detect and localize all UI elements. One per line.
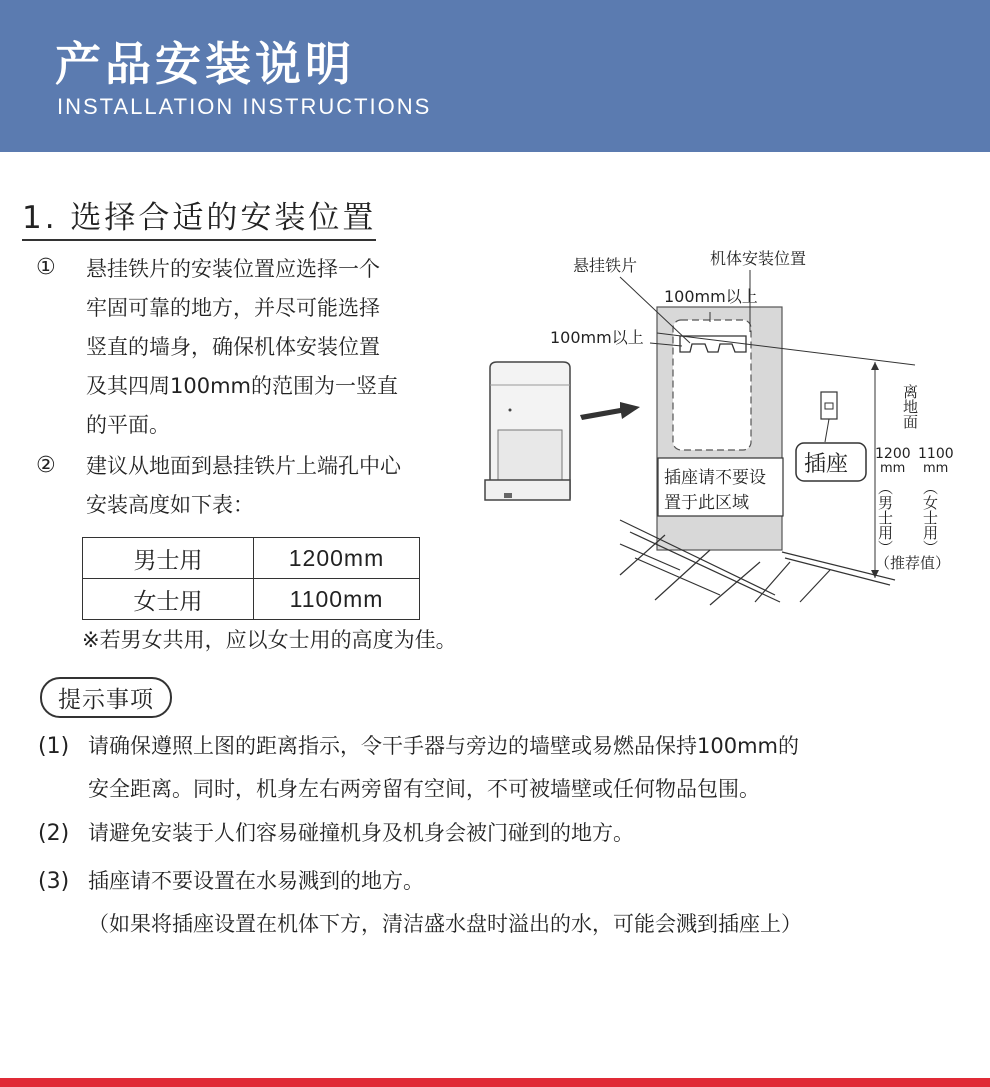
warning-line-2: 置于此区域 (664, 493, 749, 513)
warning-line-1: 插座请不要设 (664, 468, 766, 488)
label-socket: 插座 (804, 452, 849, 477)
step-2-line: 建议从地面到悬挂铁片上端孔中心 (86, 454, 401, 478)
shared-use-note: ※若男女共用，应以女士用的高度为佳。 (82, 628, 457, 652)
tip-item-3 (38, 860, 802, 945)
tip-number: (2) (38, 821, 70, 846)
table-row (83, 579, 420, 620)
step-2-text (86, 447, 401, 525)
tip-number: (3) (38, 869, 70, 894)
label-body: 机体安装位置 (710, 249, 807, 268)
tip-number: (1) (38, 734, 70, 759)
step-1-line: 悬挂铁片的安装位置应选择一个 (86, 257, 380, 281)
step-1-line: 牢固可靠的地方，并尽可能选择 (86, 296, 380, 320)
arrow-icon (580, 402, 640, 420)
tip-text-cont: 安全距离。同时，机身左右两旁留有空间，不可被墙壁或任何物品包围。 (88, 777, 760, 801)
tip-text: 插座请不要设置在水易溅到的地方。 (88, 869, 424, 893)
tips-tag: 提示事项 (40, 677, 172, 718)
male-height-value: 1200 (875, 446, 911, 462)
hand-dryer-illustration (485, 362, 570, 500)
tip-item-1 (38, 725, 799, 810)
table-cell-label: 女士用 (83, 579, 254, 620)
tip-item-2 (38, 812, 634, 855)
page-header (0, 0, 990, 152)
step-2-number: ② (36, 453, 56, 478)
table-cell-value: 1100mm (254, 579, 420, 620)
male-height-unit: mm (880, 461, 906, 476)
step-1-text (86, 250, 398, 445)
page-subtitle: INSTALLATION INSTRUCTIONS (57, 94, 432, 119)
page-title: 产品安装说明 (55, 37, 355, 91)
label-bracket: 悬挂铁片 (573, 256, 638, 275)
bracket-shape (680, 336, 746, 352)
step-1-line: 的平面。 (86, 413, 170, 437)
bottom-bar (0, 1078, 990, 1087)
label-100mm-left: 100mm以上 (550, 328, 644, 347)
table-row (83, 538, 420, 579)
tip-text: 请避免安装于人们容易碰撞机身及机身会被门碰到的地方。 (88, 821, 634, 845)
section-title: 1. 选择合适的安装位置 (22, 192, 376, 241)
female-height-unit: mm (923, 461, 949, 476)
step-1-line: 竖直的墙身，确保机体安装位置 (86, 335, 380, 359)
label-100mm-top: 100mm以上 (664, 287, 758, 306)
step-2-line: 安装高度如下表： (86, 493, 254, 517)
tip-text-cont: （如果将插座设置在机体下方，清洁盛水盘时溢出的水，可能会溅到插座上） (88, 912, 802, 936)
step-1-line: 及其四周100mm的范围为一竖直 (86, 374, 398, 398)
socket-icon (821, 392, 837, 419)
step-1-number: ① (36, 255, 56, 280)
height-labels (875, 384, 954, 572)
installation-diagram (470, 240, 970, 610)
table-cell-value: 1200mm (254, 538, 420, 579)
table-cell-label: 男士用 (83, 538, 254, 579)
height-table (82, 537, 420, 620)
recommend-label: （推荐值） (875, 554, 951, 572)
male-paren-label: （男士用） (876, 480, 894, 555)
ground-label: 离地面 (901, 384, 919, 429)
female-height-value: 1100 (918, 446, 954, 462)
female-paren-label: （女士用） (921, 480, 939, 555)
tip-text: 请确保遵照上图的距离指示，令干手器与旁边的墙壁或易燃品保持100mm的 (88, 734, 799, 758)
